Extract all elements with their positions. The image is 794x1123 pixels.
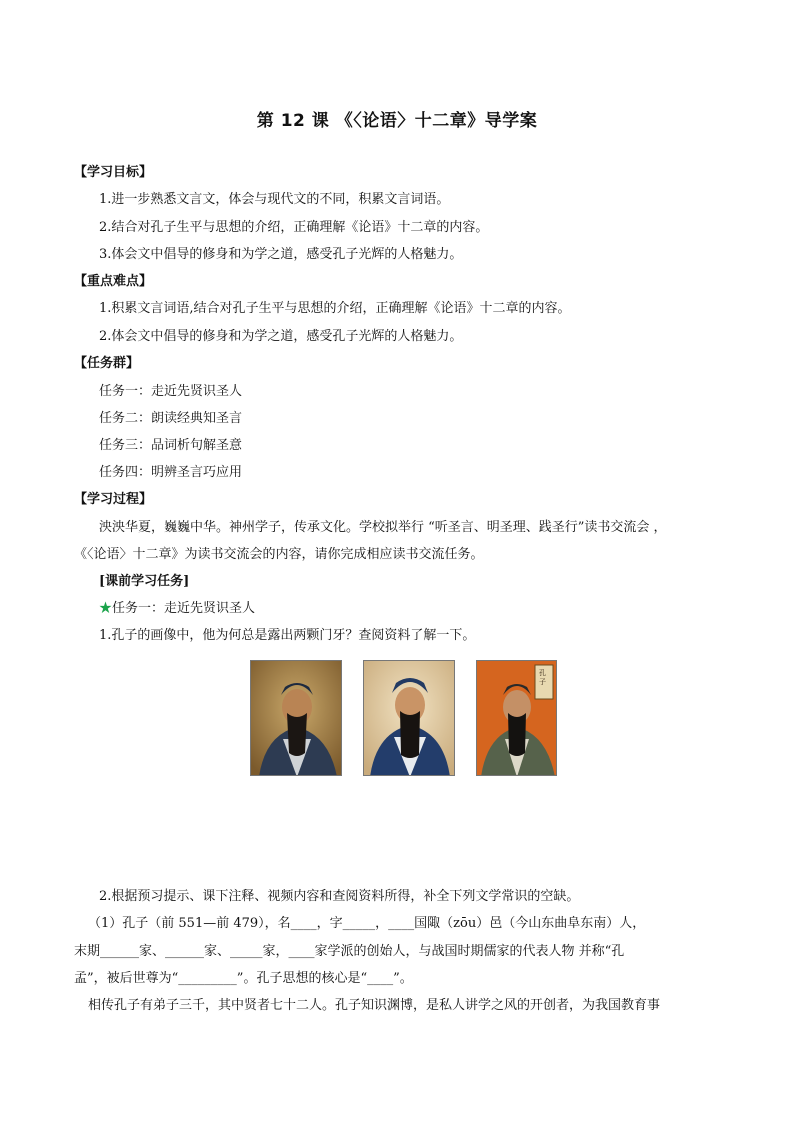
task1-title: 任务一：走近先贤识圣人 (112, 601, 256, 616)
goals-heading: 【学习目标】 (74, 165, 153, 180)
process-heading: 【学习过程】 (74, 492, 153, 507)
page-title: 第 12 课 《〈论语〉十二章》导学案 (256, 111, 538, 131)
key-point: 2.体会文中倡导的修身和为学之道，感受孔子光辉的人格魅力。 (99, 329, 463, 344)
tasks-heading: 【任务群】 (74, 356, 140, 371)
task-item: 任务四：明辨圣言巧应用 (99, 465, 243, 480)
key-point: 1.积累文言词语,结合对孔子生平与思想的介绍，正确理解《论语》十二章的内容。 (99, 301, 571, 316)
pre-task-heading: [课前学习任务] (99, 574, 190, 589)
process-paragraph: 泱泱华夏，巍巍中华。神州学子，传承文化。学校拟举行 “听圣言、明圣理、践圣行”读书交流会 ， (99, 520, 667, 535)
question-1: 1.孔子的画像中，他为何总是露出两颗门牙？查阅资料了解一下。 (99, 628, 476, 643)
task-item: 任务二：朗读经典知圣言 (99, 411, 243, 426)
question-2-line: 孟”，被后世尊为“_________”。孔子思想的核心是“____”。 (74, 971, 413, 986)
portrait-caption: 孔子 (539, 669, 546, 686)
question-2: 2.根据预习提示、课下注释、视频内容和查阅资料所得，补全下列文学常识的空缺。 (99, 889, 580, 904)
task-item: 任务一：走近先贤识圣人 (99, 384, 243, 399)
question-2-line: （1）孔子（前 551—前 479），名____，字_____，____国陬（zōu）邑（今山东曲阜东南）人， (88, 916, 646, 931)
star-icon: ★ (99, 601, 113, 616)
goal-item: 3.体会文中倡导的修身和为学之道，感受孔子光辉的人格魅力。 (99, 247, 463, 262)
confucius-portrait-3 (476, 660, 557, 776)
question-2-line: 相传孔子有弟子三千，其中贤者七十二人。孔子知识渊博，是私人讲学之风的开创者，为我国教育事 (88, 998, 661, 1013)
task1-title-row (99, 599, 255, 619)
confucius-portrait-2 (363, 660, 455, 776)
confucius-portrait-1 (250, 660, 342, 776)
goal-item: 1.进一步熟悉文言文，体会与现代文的不同，积累文言词语。 (99, 192, 450, 207)
key-heading: 【重点难点】 (74, 274, 153, 289)
process-paragraph-cont: 《〈论语〉十二章》为读书交流会的内容，请你完成相应读书交流任务。 (74, 547, 484, 562)
question-2-line: 末期______家、______家、_____家，____家学派的创始人，与战国时期儒家的代表人物 并称“孔 (74, 944, 625, 959)
goal-item: 2.结合对孔子生平与思想的介绍，正确理解《论语》十二章的内容。 (99, 220, 489, 235)
task-item: 任务三：品词析句解圣意 (99, 438, 243, 453)
